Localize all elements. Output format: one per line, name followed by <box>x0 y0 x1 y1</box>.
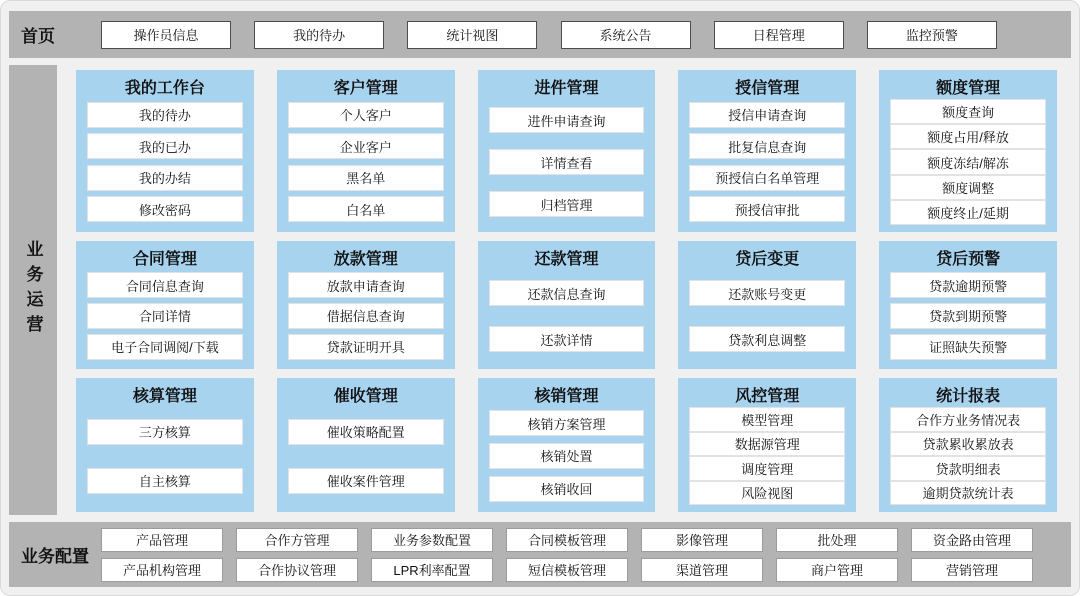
config-button-product-mgmt[interactable]: 产品管理 <box>101 528 223 552</box>
menu-item[interactable]: 证照缺失预警 <box>890 334 1046 360</box>
operations-section <box>9 65 1071 515</box>
menu-item[interactable]: 电子合同调阅/下载 <box>87 334 243 360</box>
config-section <box>9 522 1071 587</box>
menu-item[interactable]: 额度占用/释放 <box>890 124 1046 149</box>
menu-item[interactable]: 白名单 <box>288 196 444 222</box>
panel-contract-mgmt <box>76 241 254 369</box>
panel-title: 授信管理 <box>735 80 800 97</box>
home-section <box>9 11 1071 58</box>
menu-item[interactable]: 授信申请查询 <box>689 102 845 128</box>
home-button-schedule-mgmt[interactable]: 日程管理 <box>714 21 844 49</box>
panel-customer-mgmt <box>277 70 455 232</box>
menu-item[interactable]: 风险视图 <box>689 481 845 506</box>
panel-title: 贷后预警 <box>936 251 1001 268</box>
menu-item[interactable]: 自主核算 <box>87 468 243 494</box>
config-button-batch-process[interactable]: 批处理 <box>776 528 898 552</box>
panel-title: 统计报表 <box>936 388 1001 405</box>
menu-item[interactable]: 贷款到期预警 <box>890 303 1046 329</box>
config-button-fund-routing[interactable]: 资金路由管理 <box>911 528 1033 552</box>
config-button-business-param[interactable]: 业务参数配置 <box>371 528 493 552</box>
panel-post-loan-warning <box>879 241 1057 369</box>
panel-items <box>489 270 645 362</box>
panel-title: 客户管理 <box>333 80 398 97</box>
config-button-channel-mgmt[interactable]: 渠道管理 <box>641 558 763 582</box>
panel-quota-mgmt <box>879 70 1057 232</box>
menu-item[interactable]: 还款详情 <box>489 326 645 352</box>
config-button-merchant-mgmt[interactable]: 商户管理 <box>776 558 898 582</box>
panel-title: 催收管理 <box>333 388 398 405</box>
panel-intake-mgmt <box>478 70 656 232</box>
menu-item[interactable]: 我的办结 <box>87 165 243 191</box>
panel-title: 风控管理 <box>735 388 800 405</box>
home-buttons <box>101 21 1059 49</box>
config-button-marketing-mgmt[interactable]: 营销管理 <box>911 558 1033 582</box>
panel-items <box>689 99 845 225</box>
panel-items <box>890 407 1046 505</box>
panel-my-workbench <box>76 70 254 232</box>
menu-item[interactable]: 贷款证明开具 <box>288 334 444 360</box>
menu-item[interactable]: 额度终止/延期 <box>890 200 1046 225</box>
panel-repayment-mgmt <box>478 241 656 369</box>
menu-item[interactable]: 催收策略配置 <box>288 419 444 445</box>
panel-items <box>87 99 243 225</box>
menu-item[interactable]: 个人客户 <box>288 102 444 128</box>
panel-items <box>288 270 444 362</box>
config-section-label: 业务配置 <box>21 547 89 566</box>
config-button-contract-template[interactable]: 合同模板管理 <box>506 528 628 552</box>
menu-item[interactable]: 额度冻结/解冻 <box>890 149 1046 174</box>
config-button-partner-mgmt[interactable]: 合作方管理 <box>236 528 358 552</box>
panel-post-loan-change <box>678 241 856 369</box>
operations-label-text: 业务运营 <box>23 240 43 340</box>
home-button-my-todo[interactable]: 我的待办 <box>254 21 384 49</box>
menu-item[interactable]: 进件申请查询 <box>489 107 645 133</box>
panel-items <box>288 99 444 225</box>
config-buttons <box>101 528 1059 582</box>
panel-report-mgmt <box>879 378 1057 512</box>
menu-item[interactable]: 模型管理 <box>689 407 845 432</box>
panel-title: 核算管理 <box>132 388 197 405</box>
menu-item[interactable]: 调度管理 <box>689 456 845 481</box>
menu-item[interactable]: 企业客户 <box>288 133 444 159</box>
config-button-lpr-rate[interactable]: LPR利率配置 <box>371 558 493 582</box>
panel-items <box>489 99 645 225</box>
menu-item[interactable]: 修改密码 <box>87 196 243 222</box>
home-button-monitor-warning[interactable]: 监控预警 <box>867 21 997 49</box>
home-button-stat-view[interactable]: 统计视图 <box>407 21 537 49</box>
menu-item[interactable]: 批复信息查询 <box>689 133 845 159</box>
panel-title: 我的工作台 <box>124 80 205 97</box>
menu-item[interactable]: 催收案件管理 <box>288 468 444 494</box>
menu-item[interactable]: 还款账号变更 <box>689 280 845 306</box>
panel-items <box>689 270 845 362</box>
operations-panels <box>76 65 1071 515</box>
panel-items <box>890 99 1046 225</box>
menu-item[interactable]: 额度查询 <box>890 99 1046 124</box>
operations-section-label <box>9 65 57 515</box>
panel-items <box>87 270 243 362</box>
menu-item[interactable]: 预授信白名单管理 <box>689 165 845 191</box>
panel-items <box>890 270 1046 362</box>
panel-title: 进件管理 <box>534 80 599 97</box>
home-section-label: 首页 <box>21 27 55 46</box>
menu-item[interactable]: 合同信息查询 <box>87 272 243 298</box>
menu-item[interactable]: 核销收回 <box>489 476 645 502</box>
menu-item[interactable]: 预授信审批 <box>689 196 845 222</box>
menu-item[interactable]: 黑名单 <box>288 165 444 191</box>
menu-item[interactable]: 详情查看 <box>489 149 645 175</box>
config-button-product-org[interactable]: 产品机构管理 <box>101 558 223 582</box>
menu-item[interactable]: 放款申请查询 <box>288 272 444 298</box>
menu-item[interactable]: 借据信息查询 <box>288 303 444 329</box>
panel-writeoff-mgmt <box>478 378 656 512</box>
panel-title: 贷后变更 <box>735 251 800 268</box>
menu-item[interactable]: 贷款逾期预警 <box>890 272 1046 298</box>
menu-item[interactable]: 三方核算 <box>87 419 243 445</box>
menu-item[interactable]: 贷款累收累放表 <box>890 432 1046 457</box>
panel-credit-mgmt <box>678 70 856 232</box>
menu-item[interactable]: 贷款利息调整 <box>689 326 845 352</box>
panel-accounting-mgmt <box>76 378 254 512</box>
menu-item[interactable]: 数据源管理 <box>689 432 845 457</box>
config-button-sms-template[interactable]: 短信模板管理 <box>506 558 628 582</box>
panel-title: 核销管理 <box>534 388 599 405</box>
panel-items <box>489 407 645 505</box>
panel-collection-mgmt <box>277 378 455 512</box>
panel-title: 合同管理 <box>132 251 197 268</box>
menu-item[interactable]: 还款信息查询 <box>489 280 645 306</box>
config-button-image-mgmt[interactable]: 影像管理 <box>641 528 763 552</box>
config-button-cooperation-agreement[interactable]: 合作协议管理 <box>236 558 358 582</box>
panel-items <box>87 407 243 505</box>
panel-items <box>288 407 444 505</box>
panel-title: 放款管理 <box>333 251 398 268</box>
menu-item[interactable]: 额度调整 <box>890 175 1046 200</box>
menu-item[interactable]: 我的已办 <box>87 133 243 159</box>
menu-item[interactable]: 逾期贷款统计表 <box>890 481 1046 506</box>
menu-item[interactable]: 合作方业务情况表 <box>890 407 1046 432</box>
menu-item[interactable]: 贷款明细表 <box>890 456 1046 481</box>
menu-item[interactable]: 归档管理 <box>489 191 645 217</box>
menu-item[interactable]: 我的待办 <box>87 102 243 128</box>
panel-items <box>689 407 845 505</box>
home-button-system-notice[interactable]: 系统公告 <box>561 21 691 49</box>
menu-item[interactable]: 核销方案管理 <box>489 410 645 436</box>
panel-disbursement-mgmt <box>277 241 455 369</box>
panel-title: 还款管理 <box>534 251 599 268</box>
menu-item[interactable]: 核销处置 <box>489 443 645 469</box>
panel-title: 额度管理 <box>936 80 1001 97</box>
panel-risk-mgmt <box>678 378 856 512</box>
menu-item[interactable]: 合同详情 <box>87 303 243 329</box>
home-button-operator-info[interactable]: 操作员信息 <box>101 21 231 49</box>
